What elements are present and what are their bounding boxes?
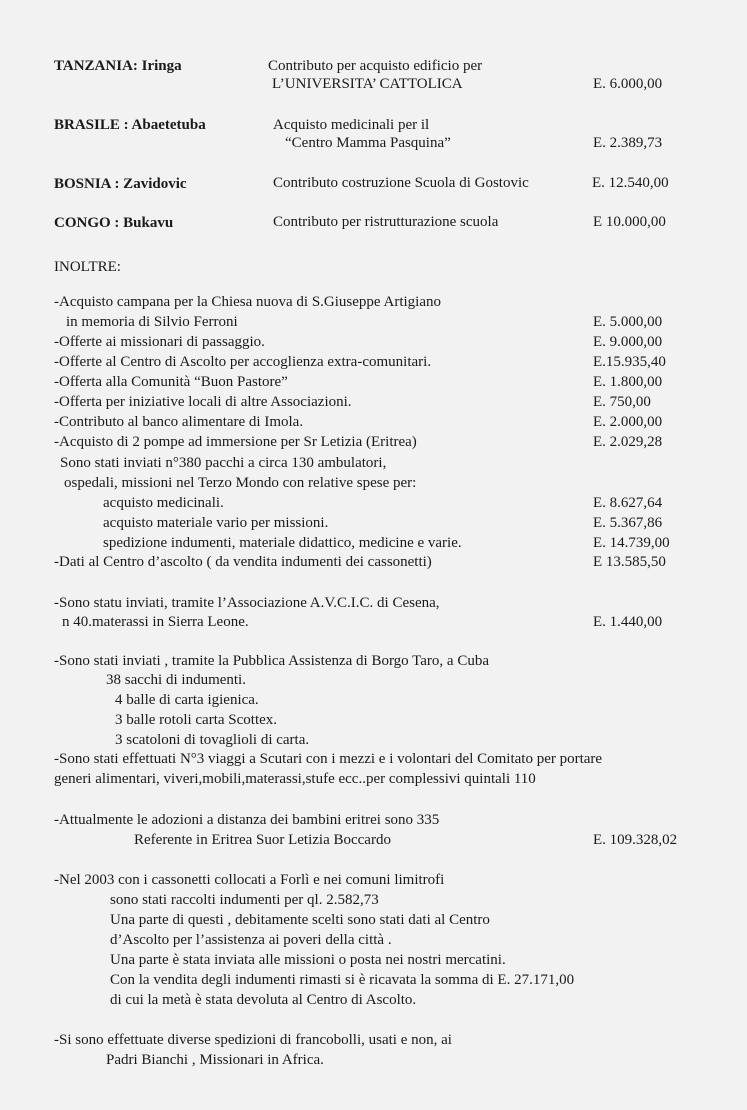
entry-text: -Contributo al banco alimentare di Imola. — [54, 414, 304, 430]
entry-text: -Si sono effettuate diverse spedizioni di francobolli, usati e non, ai — [54, 1032, 452, 1048]
entry-text: -Sono stati inviati , tramite la Pubblica Assistenza di Borgo Taro, a Cuba — [54, 653, 489, 669]
entry-text: Sono stati inviati n°380 pacchi a circa 130 ambulatori, — [60, 455, 387, 471]
entry-text-cont: n 40.materassi in Sierra Leone. — [62, 614, 249, 630]
entry-amount: E 13.585,50 — [593, 554, 666, 570]
sub-entry-text: spedizione indumenti, materiale didattico, medicine e varie. — [103, 535, 462, 551]
entry-text-cont: Padri Bianchi , Missionari in Africa. — [106, 1052, 324, 1068]
entry-text: -Offerte al Centro di Ascolto per accoglienza extra-comunitari. — [54, 354, 432, 370]
sub-entry-text: acquisto materiale vario per missioni. — [103, 515, 329, 531]
sub-entry-text: d’Ascolto per l’assistenza ai poveri della città . — [110, 932, 392, 948]
sub-entry-text: 3 balle rotoli carta Scottex. — [115, 712, 278, 728]
entry-amount: E.15.935,40 — [593, 354, 666, 370]
entry-amount: E. 1.440,00 — [593, 614, 663, 630]
project-country: CONGO : Bukavu — [54, 215, 174, 231]
entry-text: -Sono statu inviati, tramite l’Associazione A.V.C.I.C. di Cesena, — [54, 595, 440, 611]
entry-amount: E. 750,00 — [593, 394, 651, 410]
entry-text-cont: in memoria di Silvio Ferroni — [66, 314, 238, 330]
sub-entry-text: 3 scatoloni di tovaglioli di carta. — [115, 732, 310, 748]
entry-text: -Offerta per iniziative locali di altre Associazioni. — [54, 394, 352, 410]
entry-amount: E. 1.800,00 — [593, 374, 663, 390]
project-description: Acquisto medicinali per il — [273, 117, 430, 133]
project-country: BRASILE : Abaetetuba — [54, 117, 206, 133]
entry-text: -Attualmente le adozioni a distanza dei bambini eritrei sono 335 — [54, 812, 440, 828]
sub-entry-text: sono stati raccolti indumenti per ql. 2.582,73 — [110, 892, 379, 908]
entry-text-cont: ospedali, missioni nel Terzo Mondo con relative spese per: — [64, 475, 417, 491]
project-country: BOSNIA : Zavidovic — [54, 176, 187, 192]
entry-amount: E. 5.000,00 — [593, 314, 663, 330]
entry-text: -Acquisto di 2 pompe ad immersione per Sr Letizia (Eritrea) — [54, 434, 417, 450]
entry-amount: E. 2.029,28 — [593, 434, 663, 450]
sub-entry-text: Una parte è stata inviata alle missioni o posta nei nostri mercatini. — [110, 952, 506, 968]
project-amount: E. 2.389,73 — [593, 135, 663, 151]
entry-text-cont: Referente in Eritrea Suor Letizia Boccardo — [134, 832, 391, 848]
entry-text: -Offerta alla Comunità “Buon Pastore” — [54, 374, 288, 390]
sub-entry-text: 4 balle di carta igienica. — [115, 692, 259, 708]
project-description-cont: “Centro Mamma Pasquina” — [285, 135, 451, 151]
sub-entry-text: Una parte di questi , debitamente scelti sono stati dati al Centro — [110, 912, 490, 928]
entry-text: -Sono stati effettuati N°3 viaggi a Scutari con i mezzi e i volontari del Comitato per portare — [54, 751, 603, 767]
entry-text: -Dati al Centro d’ascolto ( da vendita indumenti dei cassonetti) — [54, 554, 432, 570]
entry-amount: E. 109.328,02 — [593, 832, 678, 848]
sub-entry-amount: E. 14.739,00 — [593, 535, 670, 551]
project-description: Contributo per acquisto edificio per — [268, 58, 483, 74]
entry-text: -Nel 2003 con i cassonetti collocati a Forlì e nei comuni limitrofi — [54, 872, 445, 888]
project-description: Contributo costruzione Scuola di Gostovic — [273, 175, 529, 191]
entry-text-cont: generi alimentari, viveri,mobili,materassi,stufe ecc..per complessivi quintali 110 — [54, 771, 536, 787]
project-description: Contributo per ristrutturazione scuola — [273, 214, 499, 230]
project-amount: E 10.000,00 — [593, 214, 666, 230]
entry-amount: E. 9.000,00 — [593, 334, 663, 350]
project-amount: E. 12.540,00 — [592, 175, 669, 191]
entry-text: -Offerte ai missionari di passaggio. — [54, 334, 265, 350]
sub-entry-text: di cui la metà è stata devoluta al Centro di Ascolto. — [110, 992, 417, 1008]
project-country: TANZANIA: Iringa — [54, 58, 182, 74]
sub-entry-amount: E. 5.367,86 — [593, 515, 663, 531]
sub-entry-text: 38 sacchi di indumenti. — [106, 672, 246, 688]
entry-text: -Acquisto campana per la Chiesa nuova di S.Giuseppe Artigiano — [54, 294, 441, 310]
sub-entry-amount: E. 8.627,64 — [593, 495, 663, 511]
sub-entry-text: Con la vendita degli indumenti rimasti si è ricavata la somma di E. 27.171,00 — [110, 972, 575, 988]
project-amount: E. 6.000,00 — [593, 76, 663, 92]
entry-amount: E. 2.000,00 — [593, 414, 663, 430]
project-description-cont: L’UNIVERSITA’ CATTOLICA — [272, 76, 463, 92]
section-heading: INOLTRE: — [54, 259, 121, 275]
sub-entry-text: acquisto medicinali. — [103, 495, 224, 511]
